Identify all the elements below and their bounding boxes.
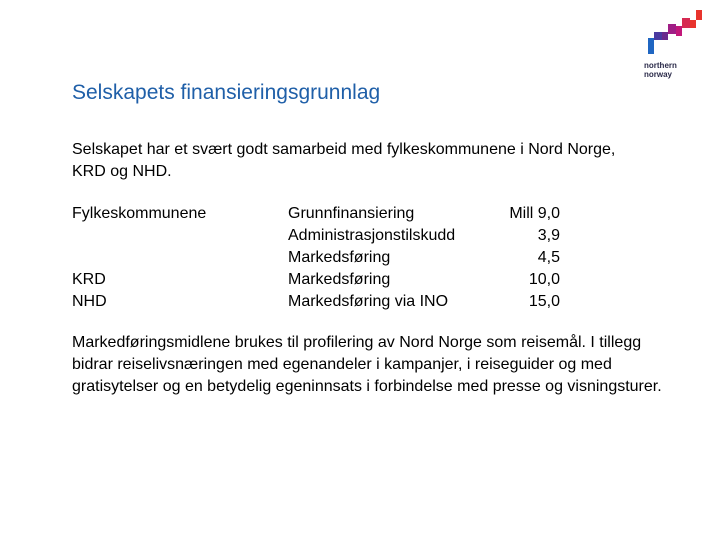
logo-line-1: northern <box>644 61 677 70</box>
logo-wordmark <box>644 61 677 79</box>
funding-amount: 15,0 <box>528 293 560 310</box>
funding-source: Fylkeskommunene <box>72 205 207 222</box>
funding-amount: Mill 9,0 <box>509 205 560 222</box>
funding-row <box>72 291 572 313</box>
logo-line-2: norway <box>644 70 673 79</box>
funding-row <box>72 247 572 269</box>
northern-norway-logo <box>640 8 712 84</box>
logo-mark-icon <box>640 8 712 60</box>
funding-amount: 3,9 <box>537 227 560 244</box>
funding-purpose: Administrasjonstilskudd <box>288 227 456 244</box>
funding-purpose: Markedsføring <box>288 249 391 266</box>
closing-paragraph: Markedføringsmidlene brukes til profilering av Nord Norge som reisemål. I tillegg bidrar reiselivsnæringen med egenandeler i kampanjer, i reiseguider og med gratisytelser og en betydelig egeninnsats i forbindelse med presse og visningsturer. <box>72 334 662 395</box>
funding-amount: 4,5 <box>537 249 560 266</box>
funding-purpose: Markedsføring via INO <box>288 293 449 310</box>
funding-table <box>72 203 572 313</box>
funding-row <box>72 203 572 225</box>
intro-paragraph: Selskapet har et svært godt samarbeid med fylkeskommunene i Nord Norge, KRD og NHD. <box>72 141 616 180</box>
funding-purpose: Markedsføring <box>288 271 391 288</box>
page-title: Selskapets finansieringsgrunnlag <box>72 81 381 104</box>
funding-source: NHD <box>72 293 107 310</box>
funding-row <box>72 225 572 247</box>
funding-source: KRD <box>72 271 106 288</box>
funding-purpose: Grunnfinansiering <box>288 205 415 222</box>
funding-amount: 10,0 <box>528 271 560 288</box>
funding-row <box>72 269 572 291</box>
